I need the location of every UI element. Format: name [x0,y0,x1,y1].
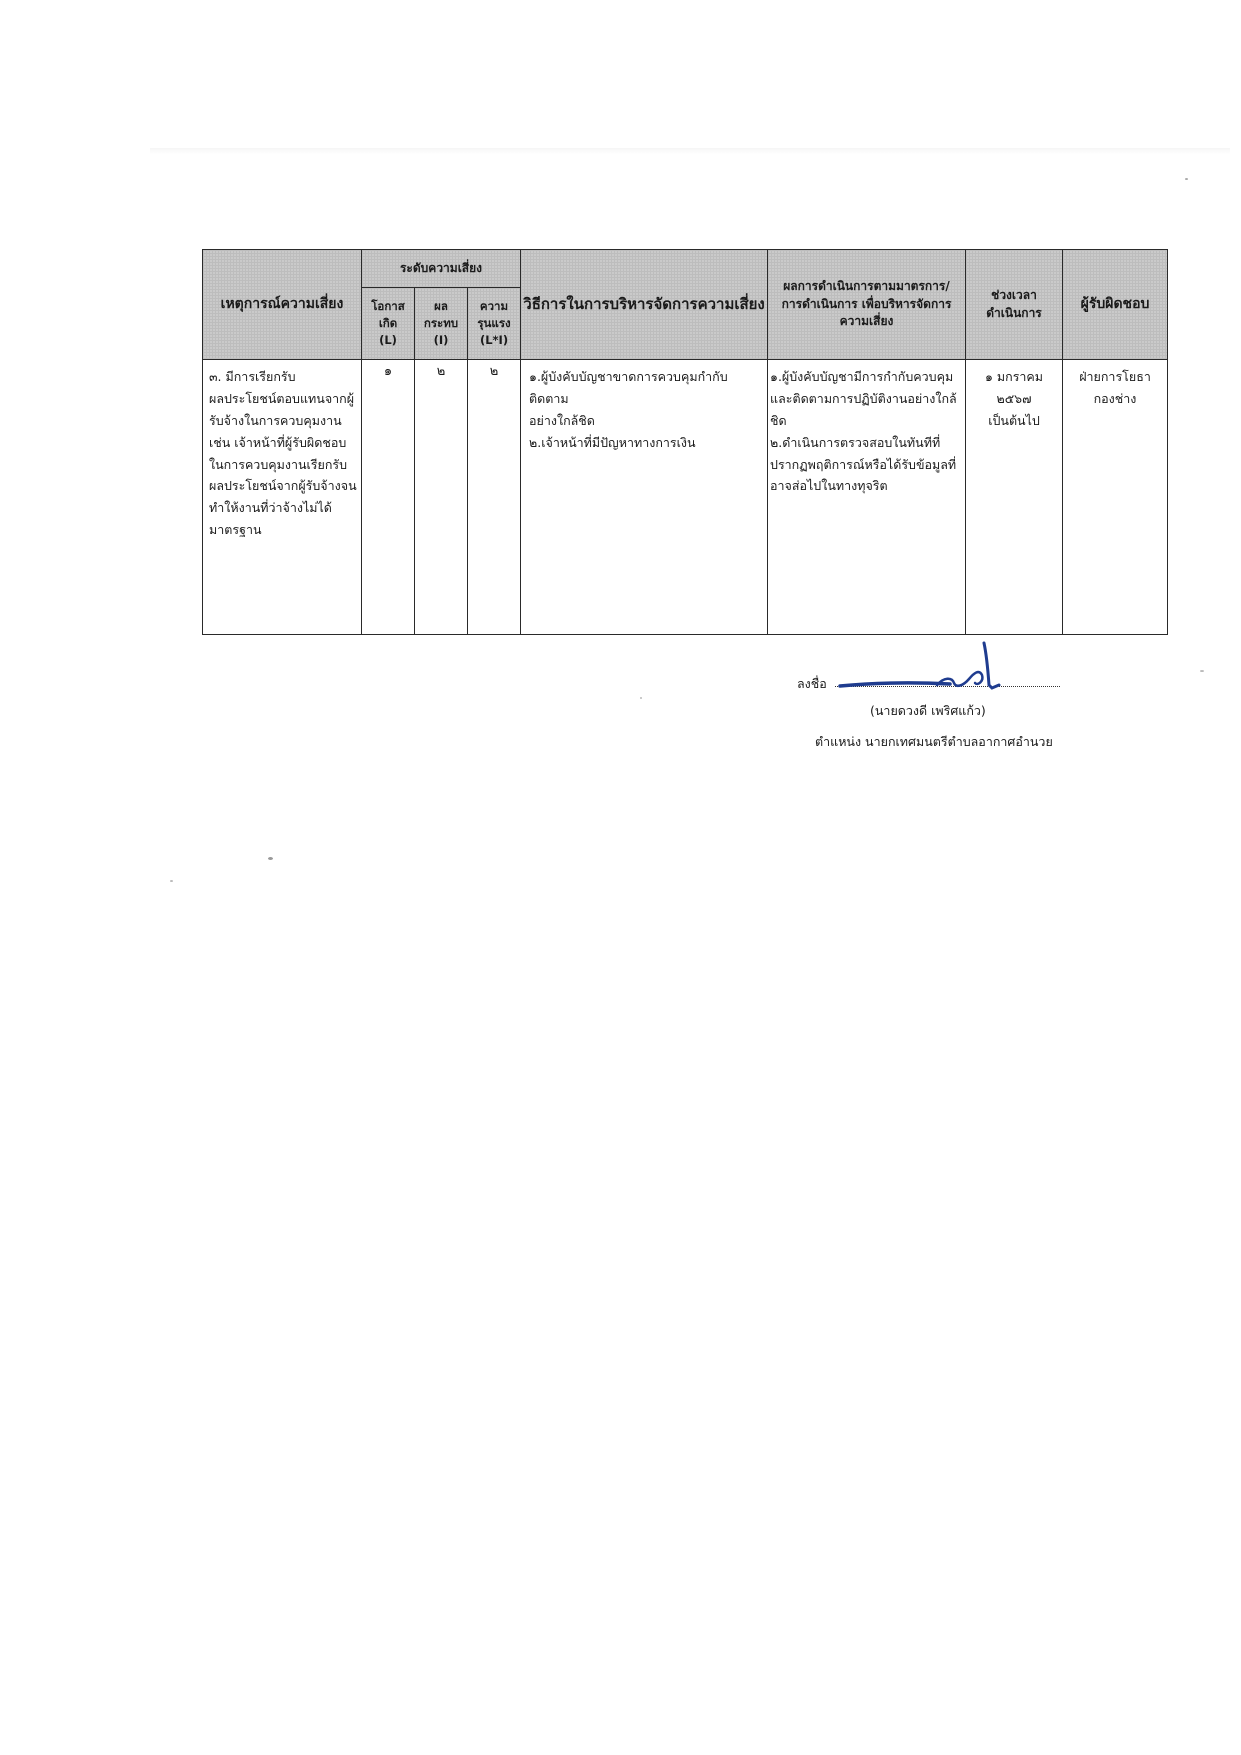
risk-event-cell [203,360,362,635]
responsible-line: ฝ่ายการโยธา [1079,369,1151,384]
scan-speck [268,857,273,860]
result-line: อาจส่อไปในทางทุจริต [770,478,888,494]
event-line: รับจ้างในการควบคุมงาน [209,412,342,428]
header-impact-line: กระทบ [423,316,459,331]
header-result-line: ผลการดำเนินการตามมาตรการ/ [783,279,950,294]
handwritten-signature [832,639,1032,699]
header-impact [415,288,468,360]
event-line: มาตรฐาน [209,522,262,538]
period-cell [966,360,1063,635]
risk-management-table [202,249,1168,635]
header-result-line: ความเสี่ยง [839,314,894,329]
header-period-line: ช่วงเวลา [991,288,1037,303]
header-impact-line: (I) [433,332,449,347]
result-line: ปรากฏพฤติการณ์หรือได้รับข้อมูลที่ [770,456,957,472]
period-line: ๑ มกราคม [984,369,1044,384]
scan-speck [1200,670,1204,672]
signer-name: (นายดวงดี เพริศแก้ว) [870,703,986,718]
event-line: ทำให้งานที่ว่าจ้างไม่ได้ [209,500,332,516]
signature-label: ลงชื่อ [797,676,827,691]
header-impact-line: ผล [434,299,448,314]
likelihood-value: ๑ [362,360,415,635]
period-line: เป็นต้นไป [988,412,1040,428]
impact-value: ๒ [415,360,468,635]
operation-result-cell [768,360,966,635]
result-line: ๒.ดำเนินการตรวจสอบในทันทีที่ [770,434,941,450]
method-line: ๑.ผู้บังคับบัญชาขาดการควบคุมกำกับติดตาม [529,369,728,406]
header-period-line: ดำเนินการ [986,305,1042,320]
management-method-cell [521,360,768,635]
scan-speck [170,880,173,882]
signer-position: ตำแหน่ง นายกเทศมนตรีตำบลอากาศอำนวย [815,734,1053,749]
header-severity-line: รุนแรง [477,316,511,331]
period-line: ๒๕๖๗ [996,390,1032,406]
event-line: ผลประโยชน์ตอบแทนจากผู้ [209,390,355,406]
header-severity [468,288,521,360]
severity-value: ๒ [468,360,521,635]
header-responsible: ผู้รับผิดชอบ [1063,250,1168,360]
result-line: ๑.ผู้บังคับบัญชามีการกำกับควบคุม [770,369,954,384]
table-row [203,360,1168,635]
header-risk-level: ระดับความเสี่ยง [362,250,521,288]
event-line: ในการควบคุมงานเรียกรับ [209,456,348,472]
result-line: และติดตามการปฏิบัติงานอย่างใกล้ชิด [770,390,957,428]
method-line: ๒.เจ้าหน้าที่มีปัญหาทางการเงิน [529,434,696,450]
header-management-method: วิธีการในการบริหารจัดการความเสี่ยง [521,250,768,360]
header-likelihood-line: เกิด [378,316,398,331]
header-operation-result [768,250,966,360]
responsible-line: กองช่าง [1093,390,1137,406]
event-line: ผลประโยชน์จากผู้รับจ้างจน [209,478,357,494]
responsible-cell [1063,360,1168,635]
scan-speck [640,697,642,699]
scan-speck [1185,178,1188,180]
header-likelihood-line: โอกาส [371,299,405,314]
header-period [966,250,1063,360]
header-likelihood-line: (L) [379,332,397,347]
event-line: ๓. มีการเรียกรับ [209,369,296,384]
scan-shadow [150,148,1230,154]
header-risk-event: เหตุการณ์ความเสี่ยง [203,250,362,360]
header-likelihood [362,288,415,360]
event-line: เช่น เจ้าหน้าที่ผู้รับผิดชอบ [209,434,347,450]
method-line: อย่างใกล้ชิด [529,412,595,428]
header-result-line: การดำเนินการ เพื่อบริหารจัดการ [781,296,952,311]
header-severity-line: ความ [479,299,509,314]
header-severity-line: (L*I) [479,332,509,347]
